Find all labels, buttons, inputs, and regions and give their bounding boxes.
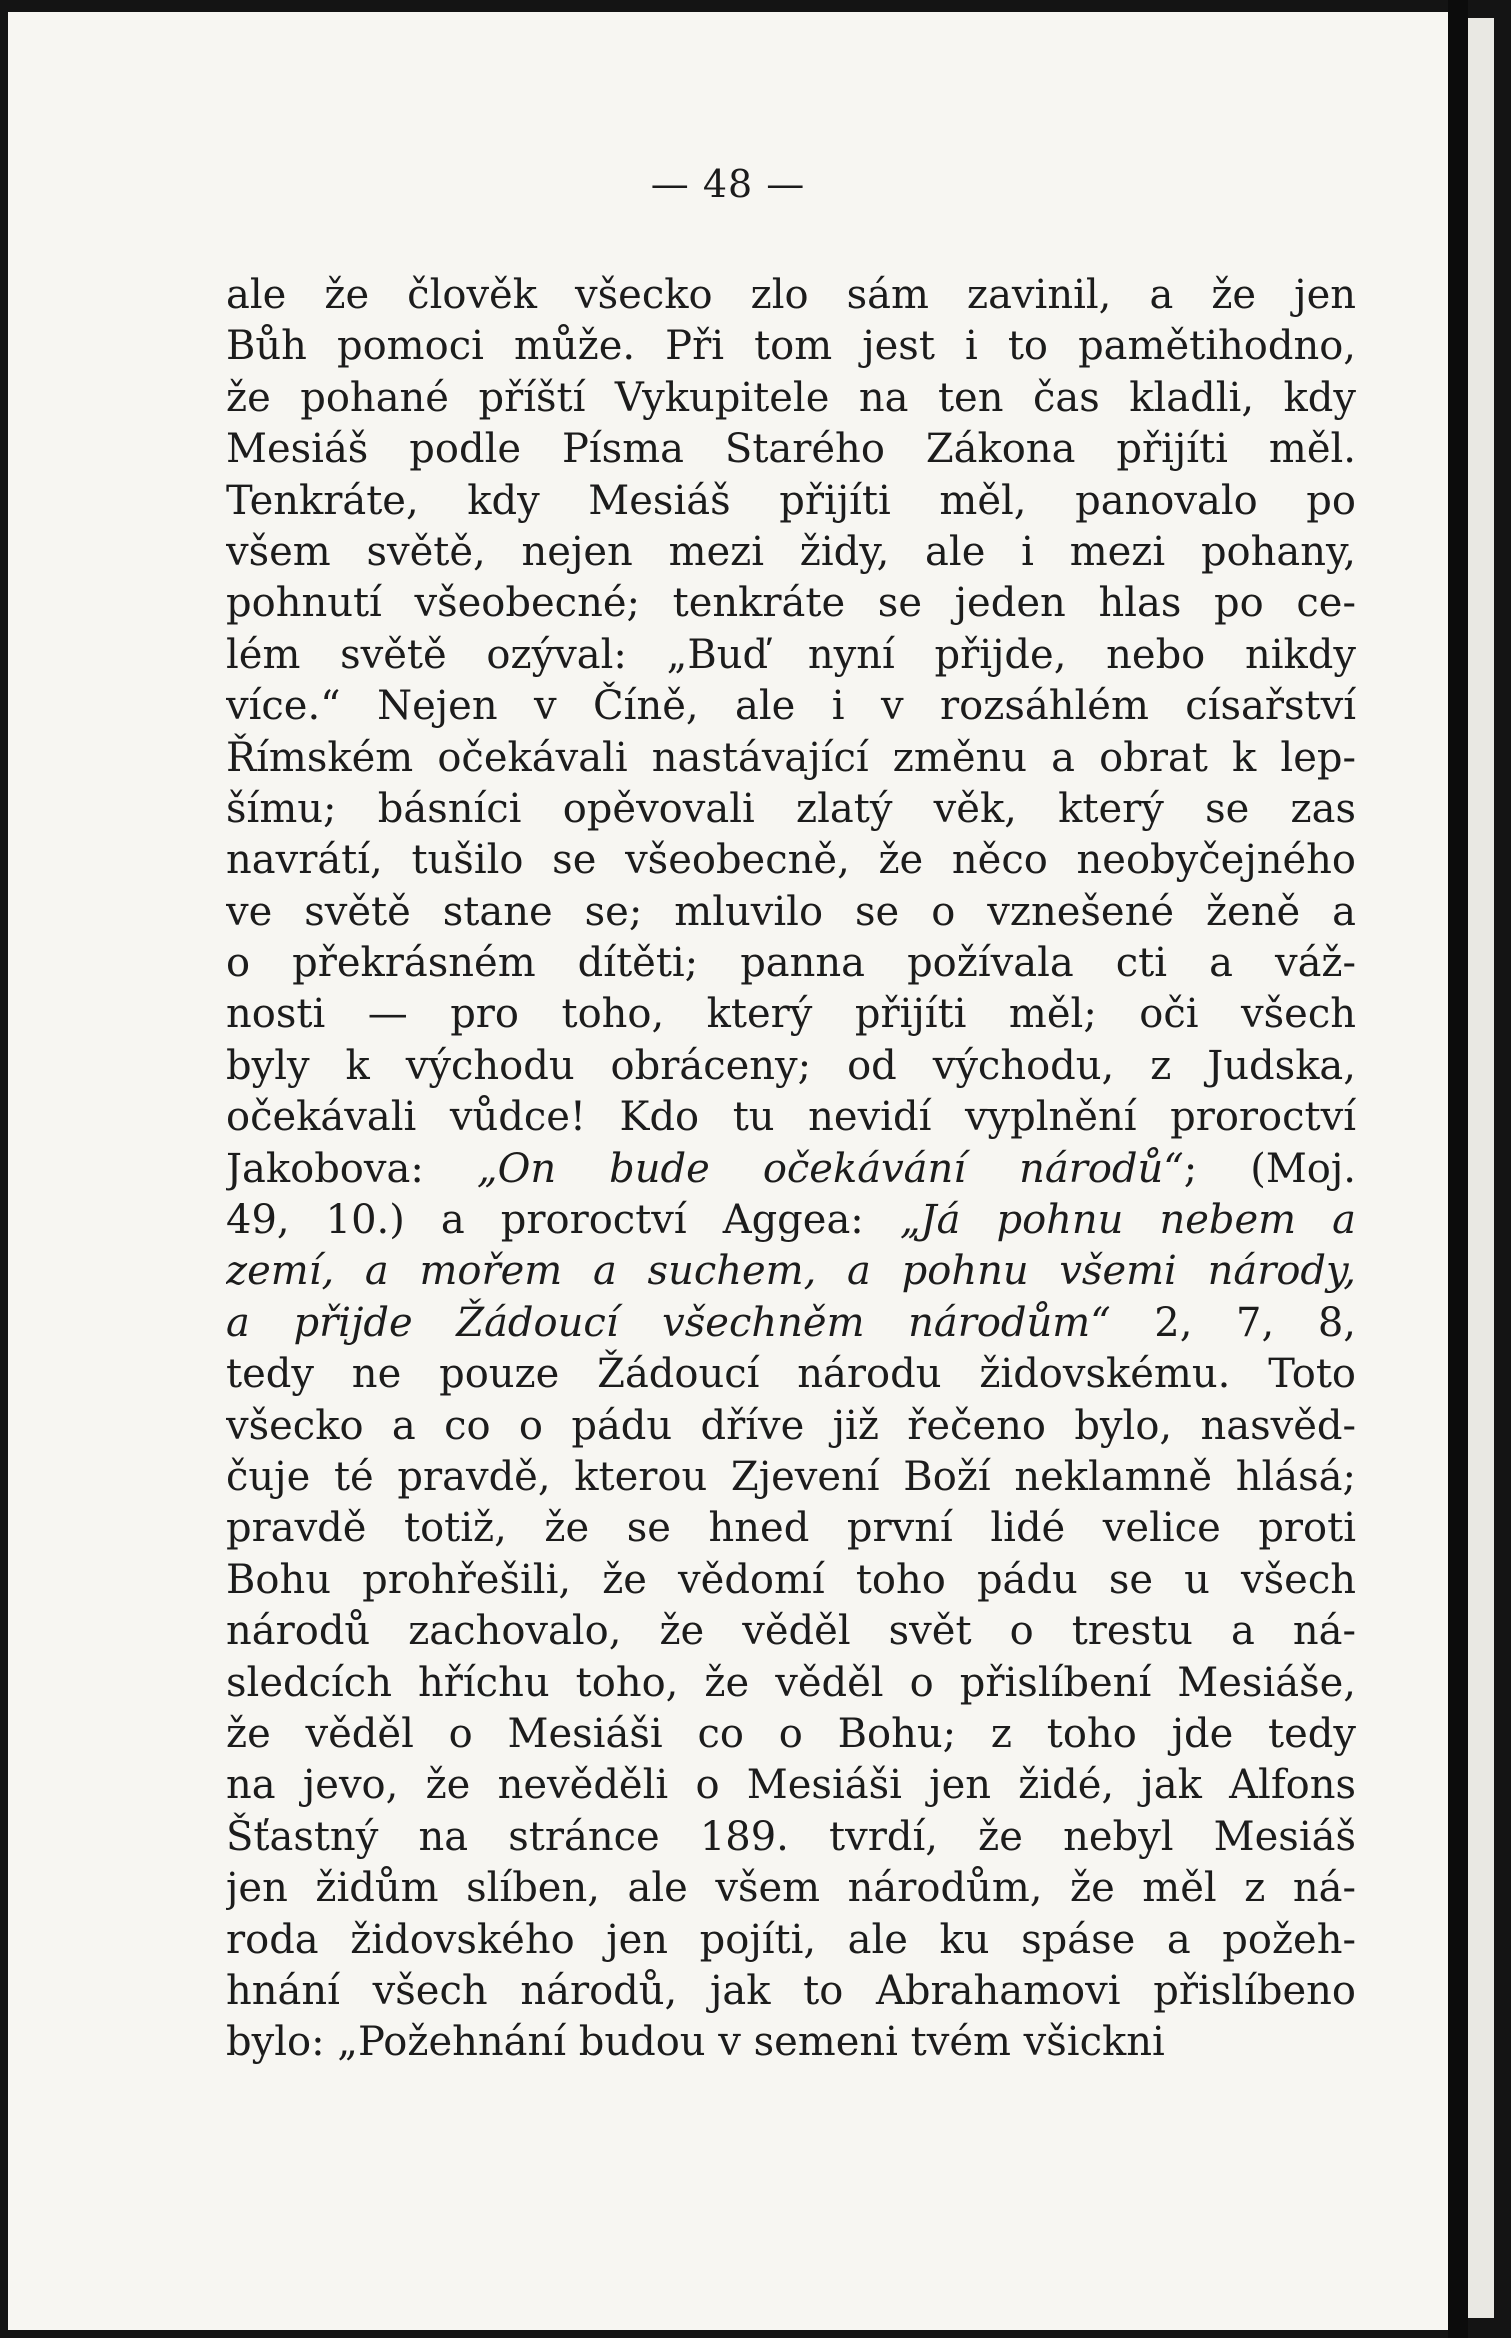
text-segment: Šťastný na stránce 189. tvrdí, že nebyl Mesiáš: [226, 1813, 1356, 1860]
text-line: [226, 321, 1356, 372]
text-line: [226, 476, 1356, 527]
text-segment: pravdě totiž, že se hned první lidé velice proti: [226, 1505, 1356, 1552]
text-segment: že věděl o Mesiáši co o Bohu; z toho jde tedy: [226, 1710, 1356, 1757]
text-line: [226, 1915, 1356, 1966]
text-segment: Bohu prohřešili, že vědomí toho pádu se u všech: [226, 1556, 1356, 1603]
text-line: [226, 1555, 1356, 1606]
facing-page-edge: [1468, 18, 1494, 2318]
text-segment: na jevo, že nevěděli o Mesiáši jen židé, jak Alfons: [226, 1762, 1356, 1809]
book-gutter: [1448, 0, 1468, 2338]
text-line: [226, 2017, 1356, 2068]
text-line: [226, 1298, 1356, 1349]
text-line: [226, 424, 1356, 475]
text-segment: hnání všech národů, jak to Abrahamovi přislíbeno: [226, 1967, 1356, 2014]
text-line: [226, 1658, 1356, 1709]
text-line: [226, 1195, 1356, 1246]
italic-quote: a přijde Žádoucí všechněm národům“: [226, 1299, 1111, 1346]
text-segment: sledcích hříchu toho, že věděl o přislíbení Mesiáše,: [226, 1659, 1356, 1706]
text-line: [226, 1966, 1356, 2017]
text-segment: národů zachovalo, že věděl svět o trestu a ná-: [226, 1608, 1356, 1655]
text-segment: lém světě ozýval: „Buď nyní přijde, nebo nikdy: [226, 631, 1356, 678]
italic-quote: „On bude očekávání národů“: [476, 1145, 1184, 1192]
text-segment: Bůh pomoci může. Při tom jest i to pamětihodno,: [226, 323, 1356, 370]
text-line: [226, 1401, 1356, 1452]
text-line: [226, 1606, 1356, 1657]
text-line: [226, 784, 1356, 835]
body-text: [226, 270, 1356, 2069]
book-page: [8, 12, 1448, 2330]
text-segment: nosti — pro toho, který přijíti měl; oči všech: [226, 991, 1356, 1038]
text-segment: tedy ne pouze Žádoucí národu židovskému. Toto: [226, 1351, 1356, 1398]
text-segment: Jakobova:: [226, 1145, 477, 1192]
text-segment: očekávali vůdce! Kdo tu nevidí vyplnění proroctví: [226, 1094, 1356, 1141]
text-line: [226, 630, 1356, 681]
text-segment: že pohané příští Vykupitele na ten čas kladli, kdy: [226, 374, 1356, 421]
text-line: [226, 1452, 1356, 1503]
italic-quote: „Já pohnu nebem a: [899, 1197, 1356, 1244]
text-line: [226, 733, 1356, 784]
text-segment: šímu; básníci opěvovali zlatý věk, který se zas: [226, 785, 1356, 832]
text-segment: Tenkráte, kdy Mesiáš přijíti měl, panovalo po: [226, 477, 1356, 524]
text-line: [226, 1246, 1356, 1297]
text-line: [226, 1760, 1356, 1811]
text-line: [226, 989, 1356, 1040]
italic-quote: zemí, a mořem a suchem, a pohnu všemi národy,: [226, 1248, 1356, 1295]
text-line: [226, 373, 1356, 424]
page-number: — 48 —: [650, 162, 806, 206]
text-segment: pohnutí všeobecné; tenkráte se jeden hlas po ce-: [226, 580, 1356, 627]
text-segment: Mesiáš podle Písma Starého Zákona přijíti měl.: [226, 426, 1356, 473]
text-line: [226, 1863, 1356, 1914]
text-segment: více.“ Nejen v Číně, ale i v rozsáhlém císařství: [226, 683, 1356, 730]
text-segment: ale že člověk všecko zlo sám zavinil, a že jen: [226, 272, 1356, 318]
text-line: [226, 681, 1356, 732]
text-line: [226, 578, 1356, 629]
text-line: [226, 527, 1356, 578]
text-segment: byly k východu obráceny; od východu, z Judska,: [226, 1042, 1356, 1089]
text-line: [226, 938, 1356, 989]
text-segment: roda židovského jen pojíti, ale ku spáse a požeh-: [226, 1916, 1356, 1963]
text-line: [226, 1041, 1356, 1092]
text-line: [226, 835, 1356, 886]
text-segment: 2, 7, 8,: [1110, 1299, 1356, 1346]
text-line: [226, 1349, 1356, 1400]
text-line: [226, 887, 1356, 938]
text-segment: 49, 10.) a proroctví Aggea:: [226, 1197, 900, 1244]
text-segment: Římském očekávali nastávající změnu a obrat k lep-: [226, 734, 1356, 781]
text-line: [226, 1092, 1356, 1143]
text-line: [226, 1709, 1356, 1760]
text-segment: o překrásném dítěti; panna požívala cti a váž-: [226, 940, 1356, 987]
text-segment: čuje té pravdě, kterou Zjevení Boží neklamně hlásá;: [226, 1453, 1356, 1500]
text-segment: všem světě, nejen mezi židy, ale i mezi pohany,: [226, 528, 1356, 575]
text-segment: bylo: „Požehnání budou v semeni tvém všickni: [226, 2019, 1165, 2066]
text-line: [226, 270, 1356, 321]
text-line: [226, 1503, 1356, 1554]
text-line: [226, 1812, 1356, 1863]
text-line: [226, 1144, 1356, 1195]
text-segment: ve světě stane se; mluvilo se o vznešené ženě a: [226, 888, 1356, 935]
text-segment: všecko a co o pádu dříve již řečeno bylo, nasvěd-: [226, 1402, 1356, 1449]
text-segment: navrátí, tušilo se všeobecně, že něco neobyčejného: [226, 837, 1356, 884]
text-segment: jen židům slíben, ale všem národům, že měl z ná-: [226, 1865, 1356, 1912]
text-segment: ; (Moj.: [1183, 1145, 1356, 1192]
